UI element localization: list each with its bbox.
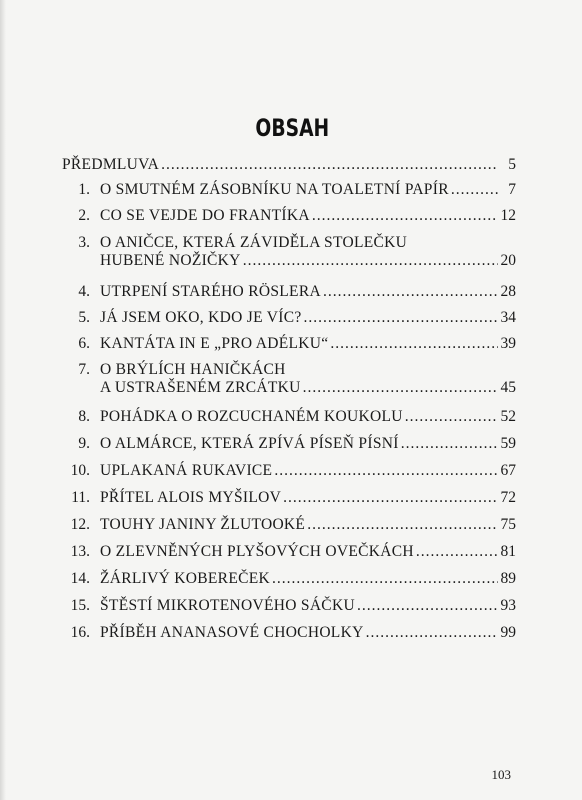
toc-entry-title: POHÁDKA O ROZCUCHANÉM KOUKOLU — [100, 408, 403, 425]
dot-leader — [272, 570, 498, 588]
toc-entry-title: O BRÝLÍCH HANIČKÁCH — [100, 361, 286, 378]
toc-entry — [62, 335, 516, 353]
dot-leader — [307, 516, 498, 534]
toc-entry — [62, 181, 516, 199]
toc-entry — [62, 309, 516, 327]
toc-entry-title: CO SE VEJDE DO FRANTÍKA — [100, 207, 310, 224]
toc-entry — [62, 462, 516, 480]
dot-leader — [366, 624, 498, 642]
toc-entry — [62, 283, 516, 301]
dot-leader — [312, 207, 498, 225]
toc-entry-page: 39 — [500, 335, 516, 352]
toc-entry — [62, 234, 516, 270]
toc-entry — [62, 570, 516, 588]
dot-leader — [304, 309, 498, 327]
toc-entry-page: 28 — [500, 283, 516, 300]
toc-entry-title: KANTÁTA IN E „PRO ADÉLKU“ — [100, 335, 329, 352]
toc-entry-number: 4. — [78, 283, 90, 300]
toc-entry-title: PŘÍTEL ALOIS MYŠILOV — [100, 489, 282, 506]
toc-entry-title: O SMUTNÉM ZÁSOBNÍKU NA TOALETNÍ PAPÍR — [100, 181, 449, 198]
dot-leader — [243, 252, 498, 270]
toc-entry-title: ŽÁRLIVÝ KOBEREČEK — [100, 570, 270, 587]
toc-entry-page: 7 — [508, 181, 516, 198]
toc-entry-number: 12. — [70, 516, 90, 533]
toc-entry — [62, 207, 516, 225]
toc-entry-number: 13. — [70, 543, 90, 560]
toc-entry-title: UTRPENÍ STARÉHO RÖSLERA — [100, 283, 321, 300]
toc-entry-title: O ALMÁRCE, KTERÁ ZPÍVÁ PÍSEŇ PÍSNÍ — [100, 435, 399, 452]
toc-entry-number: 10. — [70, 462, 90, 479]
toc-entry — [62, 361, 516, 397]
toc-entry-page: 81 — [500, 543, 516, 560]
toc-entry-title: JÁ JSEM OKO, KDO JE VÍC? — [100, 309, 302, 326]
toc-entry-page: 20 — [500, 252, 516, 269]
toc-entry-number: 15. — [70, 597, 90, 614]
toc-entry-title: TOUHY JANINY ŽLUTOOKÉ — [100, 516, 306, 533]
dot-leader — [416, 543, 498, 561]
dot-leader — [451, 181, 498, 199]
toc-entry-title: UPLAKANÁ RUKAVICE — [100, 462, 273, 479]
toc-entry-title: ŠTĚSTÍ MIKROTENOVÉHO SÁČKU — [100, 597, 355, 614]
toc-entry-number: 9. — [78, 435, 90, 452]
toc-entry-title: PŘEDMLUVA — [62, 156, 160, 173]
toc-entry-page: 12 — [500, 207, 516, 224]
footer-page-number: 103 — [491, 767, 511, 782]
dot-leader — [161, 156, 498, 174]
toc-entry-number: 2. — [78, 207, 90, 224]
toc-entry-page: 5 — [508, 156, 516, 173]
toc-entry-number: 14. — [70, 570, 90, 587]
toc-entry — [62, 489, 516, 507]
toc-entry-number: 3. — [78, 234, 90, 251]
dot-leader — [405, 408, 498, 426]
toc-entry-number: 11. — [71, 489, 90, 506]
toc-entry-number: 6. — [78, 335, 90, 352]
toc-entry-page: 52 — [500, 408, 516, 425]
toc-entry-number: 7. — [78, 361, 90, 378]
toc-entry-page: 89 — [500, 570, 516, 587]
toc-entry-number: 1. — [78, 181, 90, 198]
toc-entry-page: 34 — [500, 309, 516, 326]
toc-entry-page: 75 — [500, 516, 516, 533]
toc-entry-preface — [62, 156, 516, 174]
toc-entry-title: O ZLEVNĚNÝCH PLYŠOVÝCH OVEČKÁCH — [100, 543, 414, 560]
toc-entry-title-continued: HUBENÉ NOŽIČKY — [100, 252, 241, 269]
dot-leader — [357, 597, 498, 615]
dot-leader — [303, 379, 498, 397]
toc-entry-page: 72 — [500, 489, 516, 506]
dot-leader — [401, 435, 498, 453]
toc-entry-number: 8. — [78, 408, 90, 425]
page-title: OBSAH — [255, 114, 330, 142]
toc-entry-number: 16. — [70, 624, 90, 641]
toc-entry-title-continued: A USTRAŠENÉM ZRCÁTKU — [100, 379, 301, 396]
toc-entry-page: 45 — [500, 379, 516, 396]
toc-entry-number: 5. — [78, 309, 90, 326]
toc-entry — [62, 435, 516, 453]
dot-leader — [283, 489, 498, 507]
toc-entry — [62, 624, 516, 642]
toc-entry — [62, 408, 516, 426]
toc-entry — [62, 597, 516, 615]
dot-leader — [330, 335, 498, 353]
toc-entry — [62, 543, 516, 561]
toc-entry — [62, 516, 516, 534]
toc-entry-page: 99 — [500, 624, 516, 641]
dot-leader — [274, 462, 498, 480]
toc-entry-page: 67 — [500, 462, 516, 479]
toc-entry-title: O ANIČCE, KTERÁ ZÁVIDĚLA STOLEČKU — [100, 234, 408, 251]
toc-entry-title: PŘÍBĚH ANANASOVÉ CHOCHOLKY — [100, 624, 364, 641]
dot-leader — [323, 283, 498, 301]
toc-entry-page: 59 — [500, 435, 516, 452]
toc-entry-page: 93 — [500, 597, 516, 614]
